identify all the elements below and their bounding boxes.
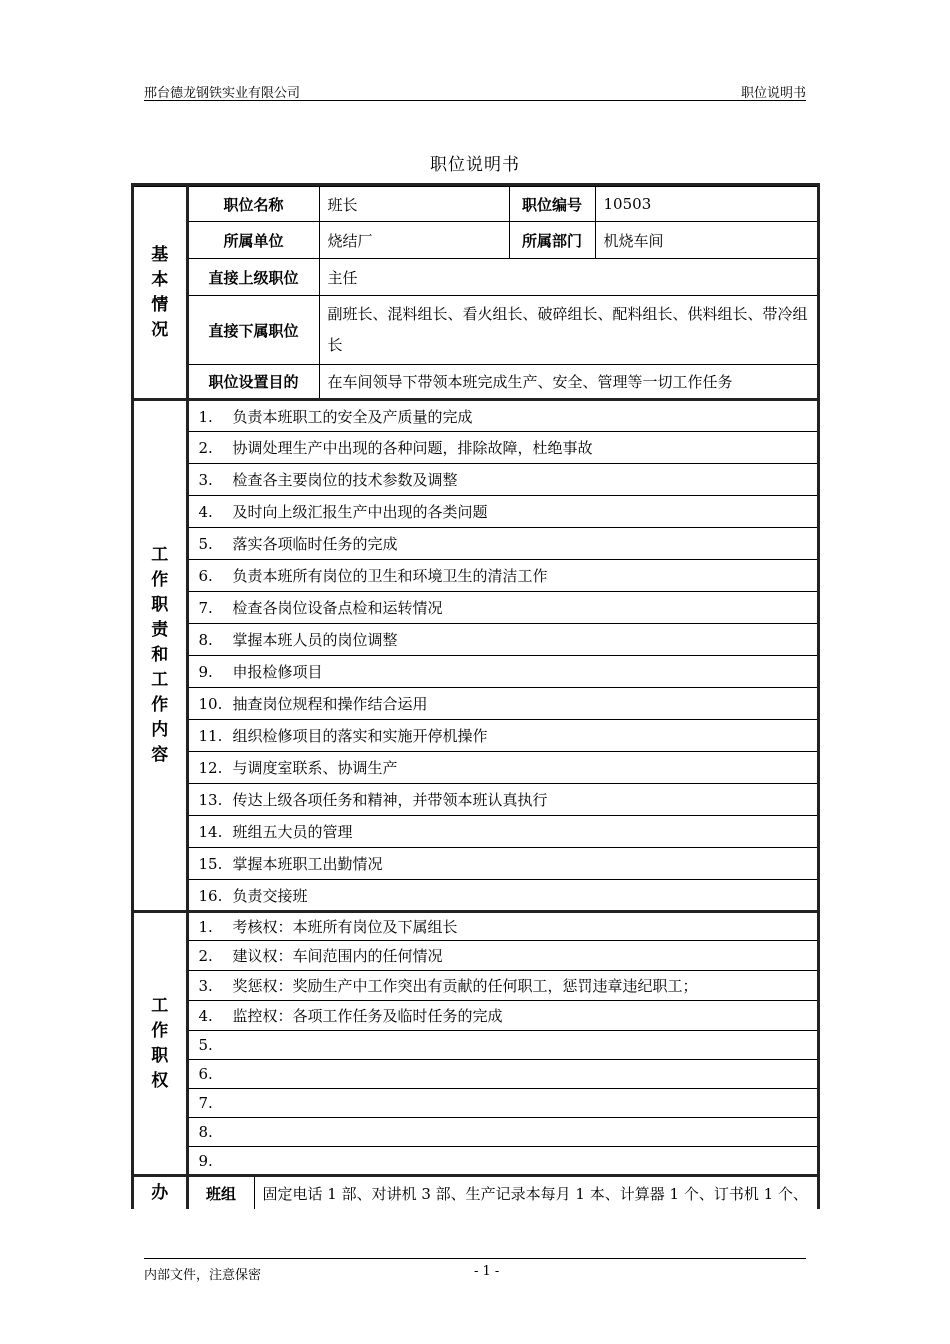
document-title: 职位说明书 — [430, 155, 520, 175]
position-name-value: 班长 — [319, 187, 509, 222]
duty-item: 15. 掌握本班职工出勤情况 — [187, 848, 817, 880]
purpose-label: 职位设置目的 — [187, 365, 319, 400]
unit-value: 烧结厂 — [319, 222, 509, 259]
authority-item: 7. — [187, 1089, 817, 1118]
authority-item: 2. 建议权：车间范围内的任何情况 — [187, 941, 817, 971]
page-number: - 1 - — [474, 1264, 500, 1279]
duty-item: 7. 检查各岗位设备点检和运转情况 — [187, 592, 817, 624]
office-team-label: 班组 — [187, 1176, 254, 1210]
subordinates-value: 副班长、混料组长、看火组长、破碎组长、配料组长、供料组长、带冷组长 — [319, 296, 817, 365]
office-team-equipment: 固定电话 1 部、对讲机 3 部、生产记录本每月 1 本、计算器 1 个、订书机 1 个、 — [254, 1176, 817, 1210]
duty-item: 10. 抽查岗位规程和操作结合运用 — [187, 688, 817, 720]
duty-item: 4. 及时向上级汇报生产中出现的各类问题 — [187, 496, 817, 528]
confidential-note: 内部文件，注意保密 — [144, 1268, 262, 1283]
job-description-form — [131, 183, 820, 1209]
duty-item: 13. 传达上级各项任务和精神，并带领本班认真执行 — [187, 784, 817, 816]
position-name-label: 职位名称 — [187, 187, 319, 222]
company-name: 邢台德龙钢铁实业有限公司 — [144, 86, 301, 101]
duty-item: 6. 负责本班所有岗位的卫生和环境卫生的清洁工作 — [187, 560, 817, 592]
unit-label: 所属单位 — [187, 222, 319, 259]
duty-item: 9. 申报检修项目 — [187, 656, 817, 688]
authority-item: 3. 奖惩权：奖励生产中工作突出有贡献的任何职工，惩罚违章违纪职工； — [187, 971, 817, 1001]
duty-item: 8. 掌握本班人员的岗位调整 — [187, 624, 817, 656]
department-value: 机烧车间 — [595, 222, 817, 259]
page-footer — [144, 1258, 806, 1283]
superior-value: 主任 — [319, 259, 817, 296]
authority-item: 9. — [187, 1147, 817, 1176]
page-header — [144, 82, 806, 101]
superior-label: 直接上级职位 — [187, 259, 319, 296]
department-label: 所属部门 — [509, 222, 595, 259]
duty-item: 16. 负责交接班 — [187, 880, 817, 912]
position-code-label: 职位编号 — [509, 187, 595, 222]
section-authority-label: 工作职权 — [134, 912, 187, 1176]
authority-item: 8. — [187, 1118, 817, 1147]
position-code-value: 10503 — [595, 187, 817, 222]
duty-item: 11. 组织检修项目的落实和实施开停机操作 — [187, 720, 817, 752]
form-table — [134, 186, 818, 1209]
section-office-label: 办 — [134, 1176, 187, 1210]
duty-item: 2. 协调处理生产中出现的各种问题，排除故障，杜绝事故 — [187, 432, 817, 464]
section-duties-label: 工作职责和工作内容 — [134, 400, 187, 912]
authority-item: 4. 监控权：各项工作任务及临时任务的完成 — [187, 1001, 817, 1031]
section-basic-label: 基本情况 — [134, 187, 187, 400]
purpose-value: 在车间领导下带领本班完成生产、安全、管理等一切工作任务 — [319, 365, 817, 400]
authority-item: 5. — [187, 1031, 817, 1060]
duty-item: 3. 检查各主要岗位的技术参数及调整 — [187, 464, 817, 496]
subordinates-label: 直接下属职位 — [187, 296, 319, 365]
duty-item: 5. 落实各项临时任务的完成 — [187, 528, 817, 560]
authority-item: 1. 考核权：本班所有岗位及下属组长 — [187, 912, 817, 941]
duty-item: 14. 班组五大员的管理 — [187, 816, 817, 848]
duty-item: 1. 负责本班职工的安全及产质量的完成 — [187, 400, 817, 432]
authority-item: 6. — [187, 1060, 817, 1089]
header-doc-type: 职位说明书 — [740, 86, 806, 101]
duty-item: 12. 与调度室联系、协调生产 — [187, 752, 817, 784]
